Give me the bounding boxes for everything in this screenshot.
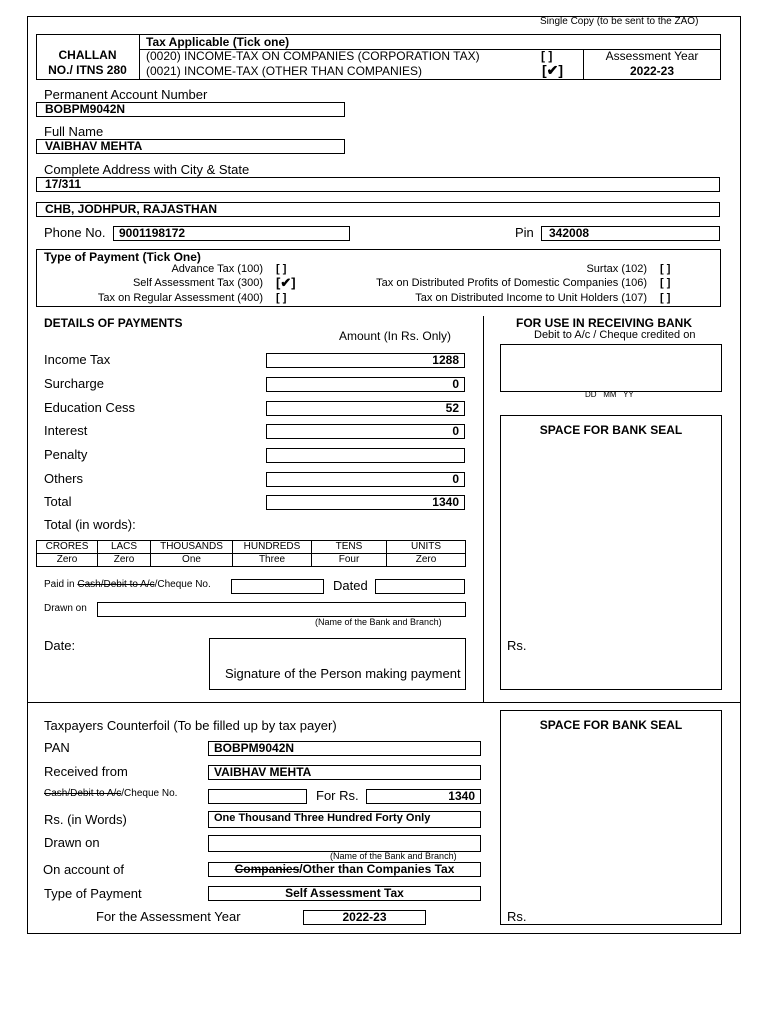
signature-label: Signature of the Person making payment [225,666,461,681]
distributed-income-label: Tax on Distributed Income to Unit Holders (107) [415,292,647,304]
den-value[interactable]: One [151,554,233,567]
phone-field[interactable]: 9001198172 [113,226,350,241]
full-name-field[interactable]: VAIBHAV MEHTA [36,139,345,154]
bank-seal-label: SPACE FOR BANK SEAL [539,423,683,437]
others-amount[interactable]: 0 [266,472,465,487]
den-header: UNITS [387,541,466,554]
distributed-income-checkbox[interactable]: [ ] [660,292,671,304]
self-assessment-checkbox[interactable]: [✔] [276,275,296,290]
bank-rs-label: Rs. [507,638,527,653]
total-label: Total [44,494,72,509]
den-header: LACS [98,541,151,554]
counterfoil-pan-label: PAN [44,740,70,755]
den-header: TENS [312,541,387,554]
option-0021: (0021) INCOME-TAX (OTHER THAN COMPANIES) [146,64,423,78]
on-account-label: On account of [43,862,124,877]
debit-note: Debit to A/c / Cheque credited on [534,329,696,341]
for-rs-label: For Rs. [316,788,359,803]
phone-label: Phone No. [44,225,106,240]
challan-number: NO./ ITNS 280 [48,63,127,77]
others-label: Others [44,471,84,486]
distributed-profits-checkbox[interactable]: [ ] [660,277,671,289]
assessment-year: 2022-23 [629,64,675,78]
details-heading: DETAILS OF PAYMENTS [44,316,183,330]
den-value[interactable]: Zero [37,554,98,567]
counterfoil-seal-label: SPACE FOR BANK SEAL [539,718,683,732]
counterfoil-seal-box [500,710,722,925]
assessment-year-label: Assessment Year [605,49,699,63]
date-label: Date: [44,638,76,653]
address-line2[interactable]: CHB, JODHPUR, RAJASTHAN [36,202,720,217]
counterfoil-heading: Taxpayers Counterfoil (To be filled up by tax payer) [44,718,337,733]
bank-heading: FOR USE IN RECEIVING BANK [516,316,693,330]
counterfoil-pan-field[interactable]: BOBPM9042N [208,741,481,756]
drawn-on-label: Drawn on [44,603,87,614]
rs-words-field[interactable]: One Thousand Three Hundred Forty Only [208,811,481,828]
counterfoil-cheque-field[interactable] [208,789,307,804]
date-format-hint: DD MM YY [585,390,634,399]
bank-seal-box [500,415,722,690]
copy-note: Single Copy (to be sent to the ZAO) [540,16,699,27]
den-header: CRORES [37,541,98,554]
challan-title: CHALLAN [58,48,117,62]
address-label: Complete Address with City & State [44,162,250,177]
section-divider [483,316,484,702]
den-header: HUNDREDS [233,541,312,554]
received-from-field[interactable]: VAIBHAV MEHTA [208,765,481,780]
paid-in-label: Paid in Cash/Debit to A/c/Cheque No. [44,579,211,590]
received-from-label: Received from [44,764,128,779]
counterfoil-type-field[interactable]: Self Assessment Tax [208,886,481,901]
regular-assessment-label: Tax on Regular Assessment (400) [97,292,263,304]
option-0021-checkbox[interactable]: [✔] [542,62,564,78]
den-value[interactable]: Zero [387,554,466,567]
counterfoil-rs-label: Rs. [507,909,527,924]
for-rs-field[interactable]: 1340 [366,789,481,804]
counterfoil-year-field[interactable]: 2022-23 [303,910,426,925]
total-words-label: Total (in words): [44,517,136,532]
signature-box[interactable] [209,638,466,690]
penalty-amount[interactable] [266,448,465,463]
self-assessment-label: Self Assessment Tax (300) [132,277,263,289]
dated-label: Dated [333,578,368,593]
interest-amount[interactable]: 0 [266,424,465,439]
on-account-field[interactable]: Companies/Other than Companies Tax [208,862,481,877]
option-0020-checkbox[interactable]: [ ] [541,49,553,63]
advance-tax-label: Advance Tax (100) [171,263,263,275]
total-amount[interactable]: 1340 [266,495,465,510]
pin-label: Pin [515,225,534,240]
option-0020: (0020) INCOME-TAX ON COMPANIES (CORPORATION TAX) [146,49,480,63]
den-value[interactable]: Zero [98,554,151,567]
bank-branch-note: (Name of the Bank and Branch) [315,617,442,627]
surcharge-label: Surcharge [44,376,104,391]
education-cess-label: Education Cess [44,400,136,415]
cheque-number-field[interactable] [231,579,324,594]
distributed-profits-label: Tax on Distributed Profits of Domestic Companies (106) [376,277,647,289]
pan-label: Permanent Account Number [44,87,208,102]
pan-field[interactable]: BOBPM9042N [36,102,345,117]
debit-date-box[interactable] [500,344,722,392]
den-header: THOUSANDS [151,541,233,554]
counterfoil-drawn-on-field[interactable] [208,835,481,852]
advance-tax-checkbox[interactable]: [ ] [276,263,287,275]
surtax-checkbox[interactable]: [ ] [660,263,671,275]
rs-words-label: Rs. (in Words) [44,812,127,827]
surcharge-amount[interactable]: 0 [266,377,465,392]
counterfoil-year-label: For the Assessment Year [96,909,241,924]
dated-field[interactable] [375,579,465,594]
surtax-label: Surtax (102) [586,263,647,275]
education-cess-amount[interactable]: 52 [266,401,465,416]
drawn-on-field[interactable] [97,602,466,617]
amount-heading: Amount (In Rs. Only) [339,329,452,343]
interest-label: Interest [44,423,88,438]
counterfoil-drawn-on-label: Drawn on [44,835,100,850]
counterfoil-type-label: Type of Payment [44,886,142,901]
den-value[interactable]: Three [233,554,312,567]
address-line1[interactable]: 17/311 [36,177,720,192]
payment-type-heading: Type of Payment (Tick One) [44,250,201,264]
counterfoil-divider [27,702,741,703]
counterfoil-cheque-label: Cash/Debit to A/c/Cheque No. [44,788,178,799]
name-label: Full Name [44,124,104,139]
pin-field[interactable]: 342008 [541,226,720,241]
income-tax-label: Income Tax [44,352,111,367]
counterfoil-bank-branch-note: (Name of the Bank and Branch) [330,851,457,861]
den-value[interactable]: Four [312,554,387,567]
regular-assessment-checkbox[interactable]: [ ] [276,292,287,304]
denomination-table [36,540,466,567]
income-tax-amount[interactable]: 1288 [266,353,465,368]
tax-applicable-heading: Tax Applicable (Tick one) [146,35,290,49]
penalty-label: Penalty [44,447,88,462]
